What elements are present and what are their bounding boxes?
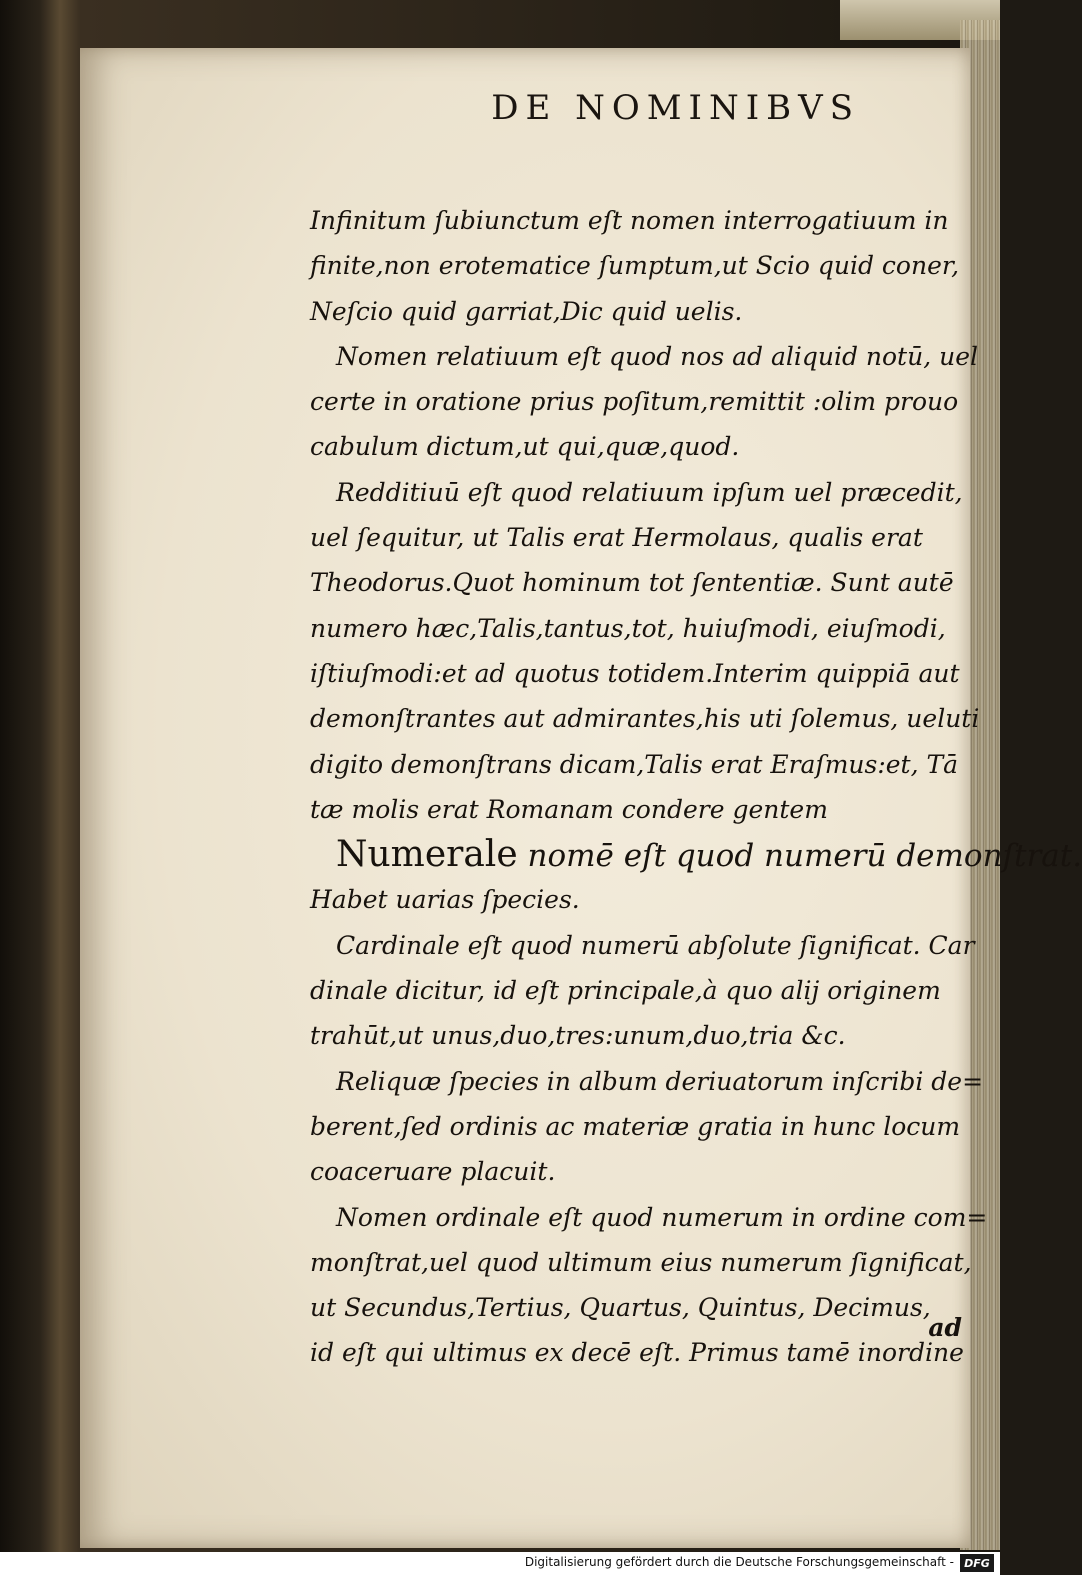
line-text: cabulum dictum,ut qui,quæ,quod. <box>310 432 740 462</box>
text-line <box>310 1104 960 1149</box>
footer-bar <box>0 1552 1000 1575</box>
text-line <box>310 1013 960 1058</box>
text-line <box>310 923 975 968</box>
line-text: Nomen ordinale eſt quod numerum in ordine com= <box>336 1202 988 1232</box>
funding-credit: Digitalisierung gefördert durch die Deutsche Forschungsgemeinschaft - <box>524 1555 954 1569</box>
line-text: numero hæc,Talis,tantus,tot, huiuſmodi, eiuſmodi, <box>310 613 946 643</box>
dfg-logo: DFG <box>960 1554 994 1572</box>
line-text: id eſt qui ultimus ex decē eſt. Primus tamē inordine <box>310 1338 964 1368</box>
running-head: DE NOMINIBVS <box>491 88 860 128</box>
line-text: Theodorus.Quot hominum tot ſententiæ. Sunt autē <box>310 568 954 598</box>
text-line <box>310 198 960 243</box>
catchword: ad <box>928 1313 962 1342</box>
text-line <box>310 379 960 424</box>
line-text: monſtrat,uel quod ultimum eius numerum ſignificat, <box>310 1247 972 1277</box>
text-line <box>310 832 1082 877</box>
text-line <box>310 470 963 515</box>
text-line <box>310 515 960 560</box>
text-line <box>310 877 960 922</box>
book-page <box>80 48 1082 1548</box>
text-line <box>310 696 980 741</box>
line-text: finite,non erotematice ſumptum,ut Scio quid coner, <box>310 251 960 281</box>
text-line <box>310 968 960 1013</box>
line-text: dinale dicitur, id eſt principale,à quo alij originem <box>310 976 941 1006</box>
line-text: digito demonſtrans dicam,Talis erat Eraſmus:et, Tā <box>310 749 959 779</box>
line-text: ut Secundus,Tertius, Quartus, Quintus, Decimus, <box>310 1293 931 1323</box>
line-text: Redditiuū eſt quod relatiuum ipſum uel præcedit, <box>336 477 963 507</box>
line-text: coaceruare placuit. <box>310 1157 556 1187</box>
text-line <box>310 1059 984 1104</box>
line-text: Reliquæ ſpecies in album deriuatorum inſcribi de= <box>336 1066 984 1096</box>
heading-word: Numerale <box>336 834 518 876</box>
text-line <box>310 1240 972 1285</box>
text-line <box>310 1195 988 1240</box>
text-line <box>310 243 960 288</box>
line-text: uel ſequitur, ut Talis erat Hermolaus, qualis erat <box>310 523 923 553</box>
text-line <box>310 651 960 696</box>
line-text: Cardinale eſt quod numerū abſolute ſignificat. Car <box>336 930 975 960</box>
text-line <box>310 289 960 334</box>
line-text: nomē eſt quod numerū demonſtrat. <box>527 838 1082 875</box>
line-text: Infinitum ſubiunctum eſt nomen interrogatiuum in <box>310 206 949 235</box>
line-text: Neſcio quid garriat,Dic quid uelis. <box>310 296 743 326</box>
text-line <box>310 334 978 379</box>
line-text: demonſtrantes aut admirantes,his uti ſolemus, ueluti <box>310 704 980 734</box>
text-line <box>310 424 960 469</box>
text-line <box>310 1149 960 1194</box>
line-text: Habet uarias ſpecies. <box>310 885 580 915</box>
text-line <box>310 787 960 832</box>
line-text: certe in oratione prius poſitum,remittit :olim prouo <box>310 387 959 417</box>
text-line <box>310 606 960 651</box>
line-text: Nomen relatiuum eſt quod nos ad aliquid notū, uel <box>336 341 978 371</box>
body-text <box>310 198 1082 1376</box>
line-text: iſtiuſmodi:et ad quotus totidem.Interim quippiā aut <box>310 658 960 688</box>
text-line <box>310 742 960 787</box>
text-line <box>310 560 960 605</box>
line-text: tæ molis erat Romanam condere gentem <box>310 794 828 824</box>
line-text: trahūt,ut unus,duo,tres:unum,duo,tria &c. <box>310 1021 846 1051</box>
line-text: berent,ſed ordinis ac materiæ gratia in hunc locum <box>310 1111 961 1141</box>
